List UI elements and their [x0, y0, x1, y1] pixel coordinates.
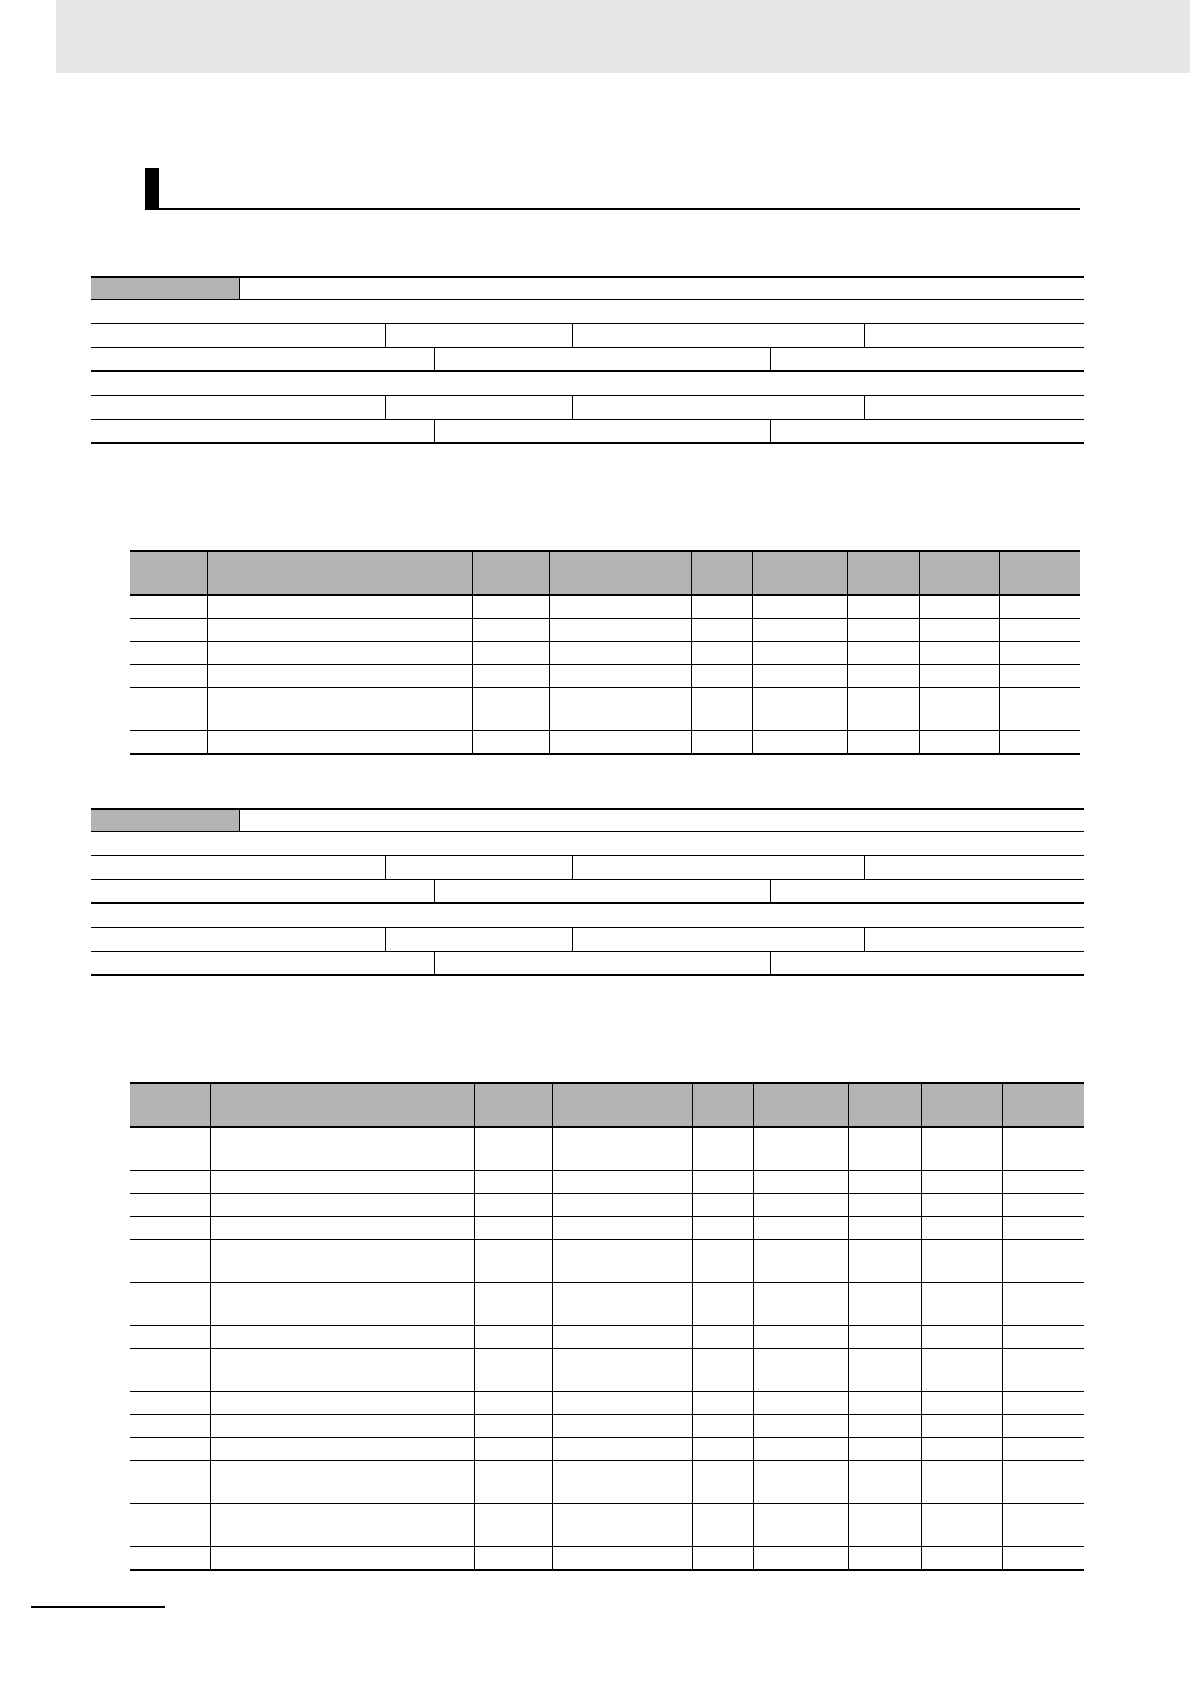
table-cell	[692, 1194, 753, 1217]
table-cell	[691, 619, 752, 642]
table-cell	[848, 1326, 921, 1349]
table-cell	[753, 1217, 848, 1240]
table-cell	[207, 731, 472, 755]
table-cell	[692, 1547, 753, 1571]
table-cell	[921, 1217, 1002, 1240]
table-cell	[1002, 1326, 1084, 1349]
table-cell	[691, 731, 752, 755]
table-row	[130, 1240, 1084, 1283]
object-cell	[770, 880, 1084, 902]
table-row	[130, 1171, 1084, 1194]
object-cell	[91, 396, 385, 419]
column-header	[847, 551, 919, 595]
table-row	[130, 1194, 1084, 1217]
table-cell	[210, 1461, 474, 1504]
object-name	[240, 278, 1084, 299]
object-cell	[434, 952, 770, 974]
object-cell	[91, 420, 434, 442]
column-header	[210, 1083, 474, 1127]
table-cell	[753, 1415, 848, 1438]
table-cell	[472, 688, 549, 731]
table-cell	[848, 1461, 921, 1504]
table-cell	[474, 1415, 552, 1438]
object-definition-block	[91, 808, 1084, 976]
table-cell	[692, 1349, 753, 1392]
table-cell	[752, 595, 847, 619]
column-header	[552, 1083, 692, 1127]
table-cell	[130, 1127, 210, 1171]
sub-index-table	[130, 1082, 1084, 1571]
table-cell	[1002, 1438, 1084, 1461]
table-cell	[847, 642, 919, 665]
table-row	[130, 688, 1080, 731]
table-row	[130, 1326, 1084, 1349]
table-cell	[210, 1217, 474, 1240]
object-cell	[770, 348, 1084, 370]
column-header	[472, 551, 549, 595]
table-cell	[1002, 1461, 1084, 1504]
table-cell	[1002, 1392, 1084, 1415]
table-header-row	[130, 1083, 1084, 1127]
table-cell	[552, 1171, 692, 1194]
table-cell	[753, 1283, 848, 1326]
table-cell	[210, 1504, 474, 1547]
table-cell	[207, 619, 472, 642]
table-cell	[552, 1504, 692, 1547]
object-cell	[385, 324, 572, 347]
table-cell	[210, 1415, 474, 1438]
table-row	[130, 1461, 1084, 1504]
object-row	[91, 952, 1084, 976]
table-cell	[921, 1171, 1002, 1194]
table-cell	[848, 1240, 921, 1283]
table-cell	[207, 688, 472, 731]
column-header	[207, 551, 472, 595]
table-cell	[1002, 1194, 1084, 1217]
column-header	[130, 551, 207, 595]
column-header	[848, 1083, 921, 1127]
table-cell	[691, 642, 752, 665]
table-cell	[753, 1461, 848, 1504]
object-cell	[91, 324, 385, 347]
table-cell	[130, 1504, 210, 1547]
table-row	[130, 1504, 1084, 1547]
table-cell	[552, 1127, 692, 1171]
table-cell	[692, 1415, 753, 1438]
object-row	[91, 904, 1084, 928]
object-cell	[434, 880, 770, 902]
table-cell	[848, 1415, 921, 1438]
table-cell	[130, 1392, 210, 1415]
table-cell	[1002, 1240, 1084, 1283]
table-cell	[552, 1194, 692, 1217]
object-row	[91, 300, 1084, 324]
table-cell	[753, 1392, 848, 1415]
table-cell	[207, 665, 472, 688]
object-cell	[91, 880, 434, 902]
table-cell	[474, 1194, 552, 1217]
table-cell	[549, 642, 691, 665]
table-cell	[999, 595, 1080, 619]
table-cell	[847, 595, 919, 619]
column-header	[919, 551, 999, 595]
table-cell	[691, 595, 752, 619]
table-cell	[848, 1349, 921, 1392]
table-cell	[472, 665, 549, 688]
object-title-row	[91, 276, 1084, 300]
table-cell	[474, 1283, 552, 1326]
table-cell	[130, 595, 207, 619]
table-cell	[474, 1392, 552, 1415]
table-cell	[130, 1438, 210, 1461]
table-cell	[1002, 1171, 1084, 1194]
table-cell	[130, 619, 207, 642]
object-cell	[864, 324, 1084, 347]
object-cell	[91, 952, 434, 974]
object-cell	[572, 324, 864, 347]
table-row	[130, 665, 1080, 688]
table-cell	[130, 1547, 210, 1571]
object-cell	[91, 300, 1084, 323]
table-row	[130, 731, 1080, 755]
table-cell	[210, 1438, 474, 1461]
table-cell	[921, 1504, 1002, 1547]
table-cell	[207, 595, 472, 619]
table-cell	[921, 1326, 1002, 1349]
table-cell	[752, 619, 847, 642]
table-cell	[130, 1194, 210, 1217]
table-cell	[130, 1415, 210, 1438]
table-cell	[921, 1547, 1002, 1571]
table-cell	[848, 1171, 921, 1194]
object-row	[91, 856, 1084, 880]
table-cell	[472, 642, 549, 665]
table-cell	[919, 731, 999, 755]
table-cell	[210, 1547, 474, 1571]
table-cell	[919, 688, 999, 731]
object-index-label	[91, 278, 240, 299]
table-cell	[552, 1438, 692, 1461]
table-cell	[549, 688, 691, 731]
table-cell	[474, 1438, 552, 1461]
section-heading	[145, 168, 1080, 210]
table-cell	[753, 1240, 848, 1283]
object-cell	[385, 396, 572, 419]
object-cell	[91, 832, 1084, 855]
table-cell	[847, 731, 919, 755]
table-cell	[552, 1392, 692, 1415]
object-cell	[91, 372, 1084, 395]
table-cell	[210, 1283, 474, 1326]
table-cell	[919, 619, 999, 642]
table-cell	[210, 1194, 474, 1217]
table-cell	[552, 1349, 692, 1392]
table-cell	[1002, 1415, 1084, 1438]
object-cell	[572, 396, 864, 419]
object-cell	[91, 348, 434, 370]
table-cell	[999, 665, 1080, 688]
table-cell	[752, 731, 847, 755]
table-cell	[1002, 1547, 1084, 1571]
table-cell	[753, 1438, 848, 1461]
table-cell	[848, 1217, 921, 1240]
table-cell	[210, 1240, 474, 1283]
table-cell	[130, 1217, 210, 1240]
table-cell	[474, 1326, 552, 1349]
table-cell	[692, 1240, 753, 1283]
table-cell	[847, 688, 919, 731]
table-cell	[692, 1326, 753, 1349]
table-cell	[753, 1171, 848, 1194]
table-cell	[848, 1504, 921, 1547]
table-cell	[753, 1349, 848, 1392]
object-cell	[434, 420, 770, 442]
table-cell	[847, 619, 919, 642]
object-cell	[91, 856, 385, 879]
table-cell	[921, 1392, 1002, 1415]
table-cell	[552, 1240, 692, 1283]
table-cell	[848, 1194, 921, 1217]
table-row	[130, 1392, 1084, 1415]
table-cell	[692, 1127, 753, 1171]
table-cell	[921, 1283, 1002, 1326]
table-cell	[848, 1438, 921, 1461]
table-cell	[130, 688, 207, 731]
table-cell	[130, 1349, 210, 1392]
table-cell	[130, 1240, 210, 1283]
table-cell	[552, 1283, 692, 1326]
table-cell	[549, 619, 691, 642]
table-cell	[474, 1547, 552, 1571]
table-cell	[753, 1547, 848, 1571]
table-cell	[753, 1194, 848, 1217]
table-cell	[130, 665, 207, 688]
table-row	[130, 1547, 1084, 1571]
object-row	[91, 928, 1084, 952]
table-cell	[130, 1461, 210, 1504]
table-cell	[919, 595, 999, 619]
table-cell	[692, 1171, 753, 1194]
object-index-label	[91, 810, 240, 831]
table-cell	[472, 595, 549, 619]
object-cell	[864, 856, 1084, 879]
table-cell	[921, 1194, 1002, 1217]
table-cell	[847, 665, 919, 688]
table-cell	[692, 1392, 753, 1415]
table-cell	[692, 1504, 753, 1547]
table-cell	[921, 1349, 1002, 1392]
table-cell	[753, 1504, 848, 1547]
table-cell	[549, 731, 691, 755]
table-cell	[472, 731, 549, 755]
table-cell	[207, 642, 472, 665]
table-cell	[919, 665, 999, 688]
table-cell	[1002, 1504, 1084, 1547]
footer-rule	[31, 1606, 165, 1608]
table-row	[130, 595, 1080, 619]
object-row	[91, 324, 1084, 348]
object-cell	[770, 420, 1084, 442]
table-cell	[753, 1127, 848, 1171]
table-row	[130, 1349, 1084, 1392]
table-cell	[472, 619, 549, 642]
object-cell	[434, 348, 770, 370]
table-cell	[691, 688, 752, 731]
table-cell	[752, 665, 847, 688]
table-row	[130, 1415, 1084, 1438]
table-cell	[752, 688, 847, 731]
table-cell	[130, 1326, 210, 1349]
page-header-band	[56, 0, 1190, 73]
object-cell	[770, 952, 1084, 974]
table-cell	[474, 1171, 552, 1194]
table-cell	[921, 1415, 1002, 1438]
object-cell	[864, 928, 1084, 951]
table-cell	[552, 1326, 692, 1349]
table-cell	[921, 1127, 1002, 1171]
object-title-row	[91, 808, 1084, 832]
object-cell	[385, 856, 572, 879]
column-header	[692, 1083, 753, 1127]
object-row	[91, 880, 1084, 904]
column-header	[752, 551, 847, 595]
table-cell	[999, 642, 1080, 665]
column-header	[1002, 1083, 1084, 1127]
table-row	[130, 1217, 1084, 1240]
column-header	[549, 551, 691, 595]
table-cell	[999, 619, 1080, 642]
table-cell	[210, 1171, 474, 1194]
table-cell	[210, 1127, 474, 1171]
table-cell	[999, 731, 1080, 755]
table-cell	[692, 1461, 753, 1504]
table-cell	[692, 1283, 753, 1326]
table-cell	[692, 1438, 753, 1461]
object-cell	[864, 396, 1084, 419]
table-cell	[474, 1504, 552, 1547]
object-name	[240, 810, 1084, 831]
sub-index-table	[130, 550, 1080, 755]
table-cell	[848, 1547, 921, 1571]
table-cell	[752, 642, 847, 665]
column-header	[999, 551, 1080, 595]
table-cell	[1002, 1349, 1084, 1392]
table-cell	[210, 1349, 474, 1392]
table-row	[130, 1283, 1084, 1326]
table-cell	[130, 1171, 210, 1194]
table-cell	[474, 1217, 552, 1240]
object-row	[91, 420, 1084, 444]
column-header	[130, 1083, 210, 1127]
table-cell	[921, 1438, 1002, 1461]
table-cell	[848, 1283, 921, 1326]
object-cell	[91, 904, 1084, 927]
table-cell	[753, 1326, 848, 1349]
section-marker	[145, 168, 159, 210]
table-cell	[552, 1461, 692, 1504]
table-cell	[1002, 1127, 1084, 1171]
table-row	[130, 619, 1080, 642]
table-cell	[999, 688, 1080, 731]
table-cell	[691, 665, 752, 688]
table-cell	[549, 595, 691, 619]
table-cell	[210, 1326, 474, 1349]
object-row	[91, 832, 1084, 856]
table-cell	[919, 642, 999, 665]
table-cell	[130, 1283, 210, 1326]
object-definition-block	[91, 276, 1084, 444]
table-cell	[210, 1392, 474, 1415]
table-cell	[921, 1461, 1002, 1504]
column-header	[474, 1083, 552, 1127]
object-cell	[385, 928, 572, 951]
table-cell	[552, 1217, 692, 1240]
table-cell	[552, 1547, 692, 1571]
table-cell	[552, 1415, 692, 1438]
table-cell	[474, 1240, 552, 1283]
table-header-row	[130, 551, 1080, 595]
table-cell	[549, 665, 691, 688]
table-row	[130, 1127, 1084, 1171]
table-cell	[1002, 1217, 1084, 1240]
object-row	[91, 372, 1084, 396]
table-cell	[130, 642, 207, 665]
object-row	[91, 396, 1084, 420]
table-cell	[130, 731, 207, 755]
object-cell	[572, 856, 864, 879]
table-cell	[692, 1217, 753, 1240]
column-header	[691, 551, 752, 595]
table-row	[130, 1438, 1084, 1461]
table-cell	[474, 1461, 552, 1504]
table-cell	[474, 1127, 552, 1171]
column-header	[753, 1083, 848, 1127]
table-cell	[1002, 1283, 1084, 1326]
table-cell	[921, 1240, 1002, 1283]
table-cell	[848, 1392, 921, 1415]
object-cell	[91, 928, 385, 951]
object-cell	[572, 928, 864, 951]
table-cell	[474, 1349, 552, 1392]
table-row	[130, 642, 1080, 665]
table-cell	[848, 1127, 921, 1171]
object-row	[91, 348, 1084, 372]
column-header	[921, 1083, 1002, 1127]
